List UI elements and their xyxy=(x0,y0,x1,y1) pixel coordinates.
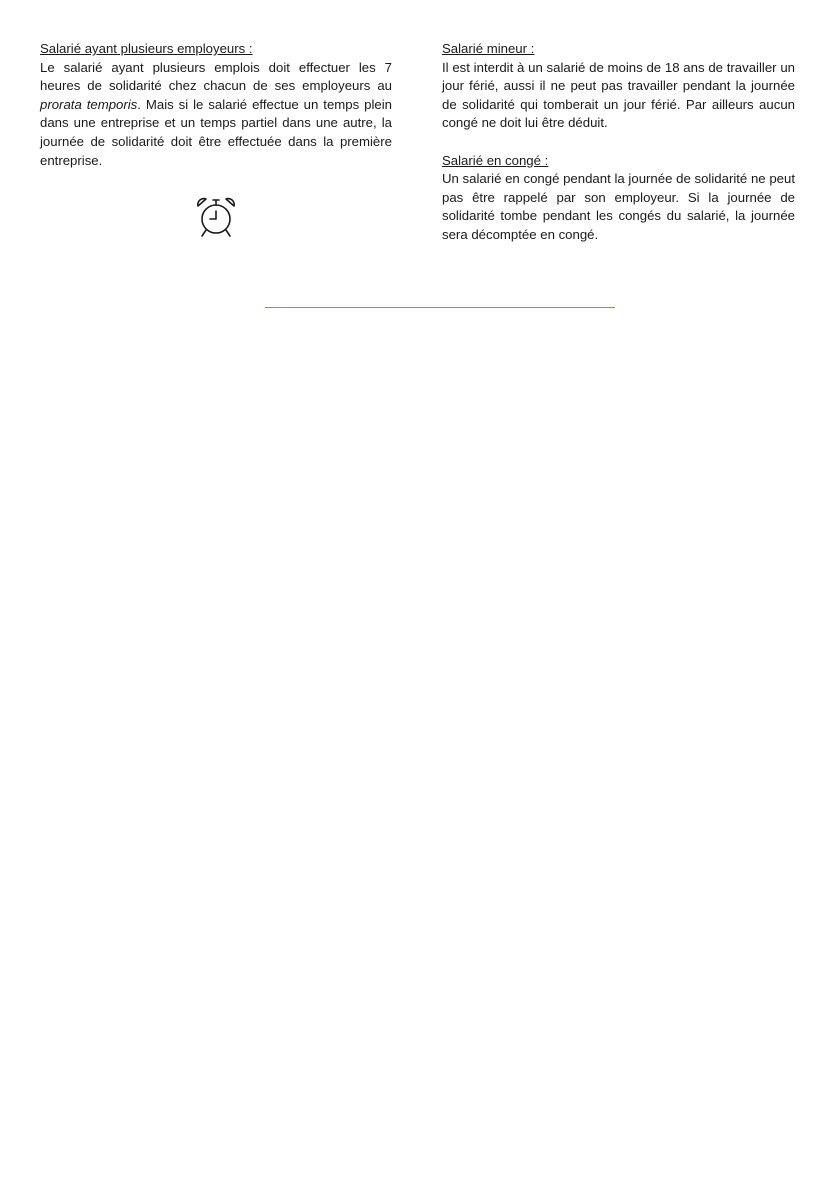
horizontal-divider xyxy=(265,307,615,308)
paragraph-text: Le salarié ayant plusieurs emplois doit effectuer les 7 heures de solidarité chez chacun de ses employeurs au xyxy=(40,59,392,94)
section-paragraph: Un salarié en congé pendant la journée de solidarité ne peut pas être rappelé par son employeur. Si la journée de solidarité tombe pendant les congés du salarié, la journée sera décomptée en congé. xyxy=(442,171,795,242)
left-column xyxy=(40,40,392,170)
italic-term: prorata temporis xyxy=(40,96,138,112)
section-heading: Salarié mineur : xyxy=(442,41,535,56)
section-heading: Salarié ayant plusieurs employeurs : xyxy=(40,41,253,56)
section-minor-employee xyxy=(442,40,795,133)
alarm-clock-icon xyxy=(194,194,238,240)
section-employee-on-leave xyxy=(442,152,795,245)
section-heading: Salarié en congé : xyxy=(442,152,549,168)
section-paragraph xyxy=(40,59,392,171)
section-multiple-employers xyxy=(40,40,392,170)
right-column xyxy=(442,40,795,245)
section-paragraph: Il est interdit à un salarié de moins de 18 ans de travailler un jour férié, aussi il ne peut pas travailler pendant la journée de solidarité qui tomberait un jour férié. Par ailleurs aucun congé ne doit lui être déduit. xyxy=(442,59,795,131)
paragraph-text: . Mais si le salarié effectue un temps plein dans une entreprise et un temps partiel dans une autre, la journée de solidarité doit être effectuée dans la première entreprise. xyxy=(40,96,392,168)
